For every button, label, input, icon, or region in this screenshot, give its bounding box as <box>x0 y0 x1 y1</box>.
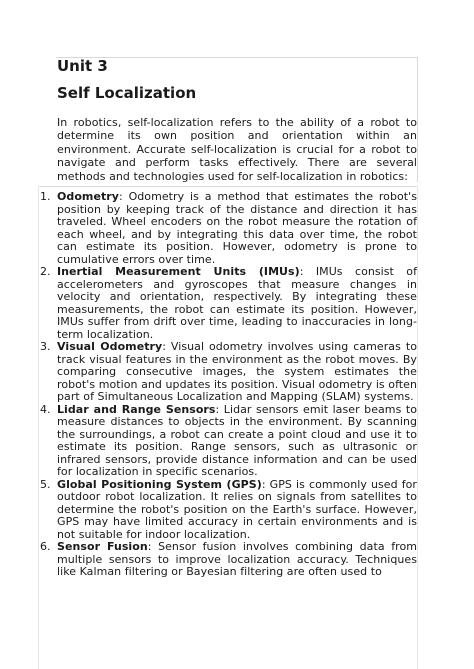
item-term: Global Positioning System (GPS) <box>57 477 262 491</box>
list-item <box>40 479 417 542</box>
item-text: : Sensor fusion involves combining data from multiple sensors to improve localization accuracy. Techniques like Kalman filtering or Bayesian filtering are often used to <box>57 540 417 578</box>
item-number: 5. <box>40 477 51 491</box>
item-term: Lidar and Range Sensors <box>57 402 216 416</box>
item-number: 3. <box>40 340 51 353</box>
item-term: Visual Odometry <box>57 340 163 353</box>
item-term: Inertial Measurement Units (IMUs) <box>57 265 300 278</box>
list-item <box>40 266 417 341</box>
item-number: 1. <box>40 190 51 203</box>
layout-guide <box>417 57 418 182</box>
list-item <box>40 541 417 579</box>
item-text: : IMUs consist of accelerometers and gyroscopes that measure changes in velocity and orientation, respectively. By integrating these measurements, the robot can estimate its position. However, IMUs suffer from drift over time, leading to inaccuracies in long-term localization. <box>57 265 417 341</box>
layout-guide <box>56 57 418 58</box>
list-item <box>40 404 417 479</box>
list-item <box>40 341 417 404</box>
layout-guide <box>38 186 39 669</box>
layout-guide <box>38 186 418 187</box>
item-number: 4. <box>40 402 51 416</box>
list-item <box>40 191 417 266</box>
intro-paragraph: In robotics, self-localization refers to the ability of a robot to determine its own position and orientation within an environment. Accurate self-localization is crucial for a robot to navigate and perform tasks effectively. There are several methods and technologies used for self-localization in robotics: <box>57 116 417 183</box>
methods-list <box>40 191 417 579</box>
item-text: : GPS is commonly used for outdoor robot localization. It relies on signals from satellites to determine the robot's position on the Earth's surface. However, GPS may have limited accuracy in certain environments and is not suitable for indoor localization. <box>57 477 417 541</box>
layout-guide <box>417 186 418 669</box>
item-term: Odometry <box>57 190 119 203</box>
item-text: : Odometry is a method that estimates the robot's position by keeping track of the distance and direction it has traveled. Wheel encoders on the robot measure the rotation of each wheel, and by integrating this data over time, the robot can estimate its position. However, odometry is prone to cumulative errors over time. <box>57 190 417 266</box>
item-text: : Visual odometry involves using cameras to track visual features in the environment as the robot moves. By comparing consecutive images, the system estimates the robot's motion and updates its position. Visual odometry is often part of Simultaneous Localization and Mapping (SLAM) systems. <box>57 340 417 403</box>
item-number: 6. <box>40 540 51 553</box>
unit-heading: Unit 3 <box>57 57 108 75</box>
page-title: Self Localization <box>57 84 197 102</box>
item-number: 2. <box>40 265 51 278</box>
item-text: : Lidar sensors emit laser beams to measure distances to objects in the environment. By scanning the surroundings, a robot can create a point cloud and use it to estimate its position. Range sensors, such as ultrasonic or infrared sensors, provide distance information and can be used for localization in specific scenarios. <box>57 402 417 478</box>
item-term: Sensor Fusion <box>57 540 148 553</box>
